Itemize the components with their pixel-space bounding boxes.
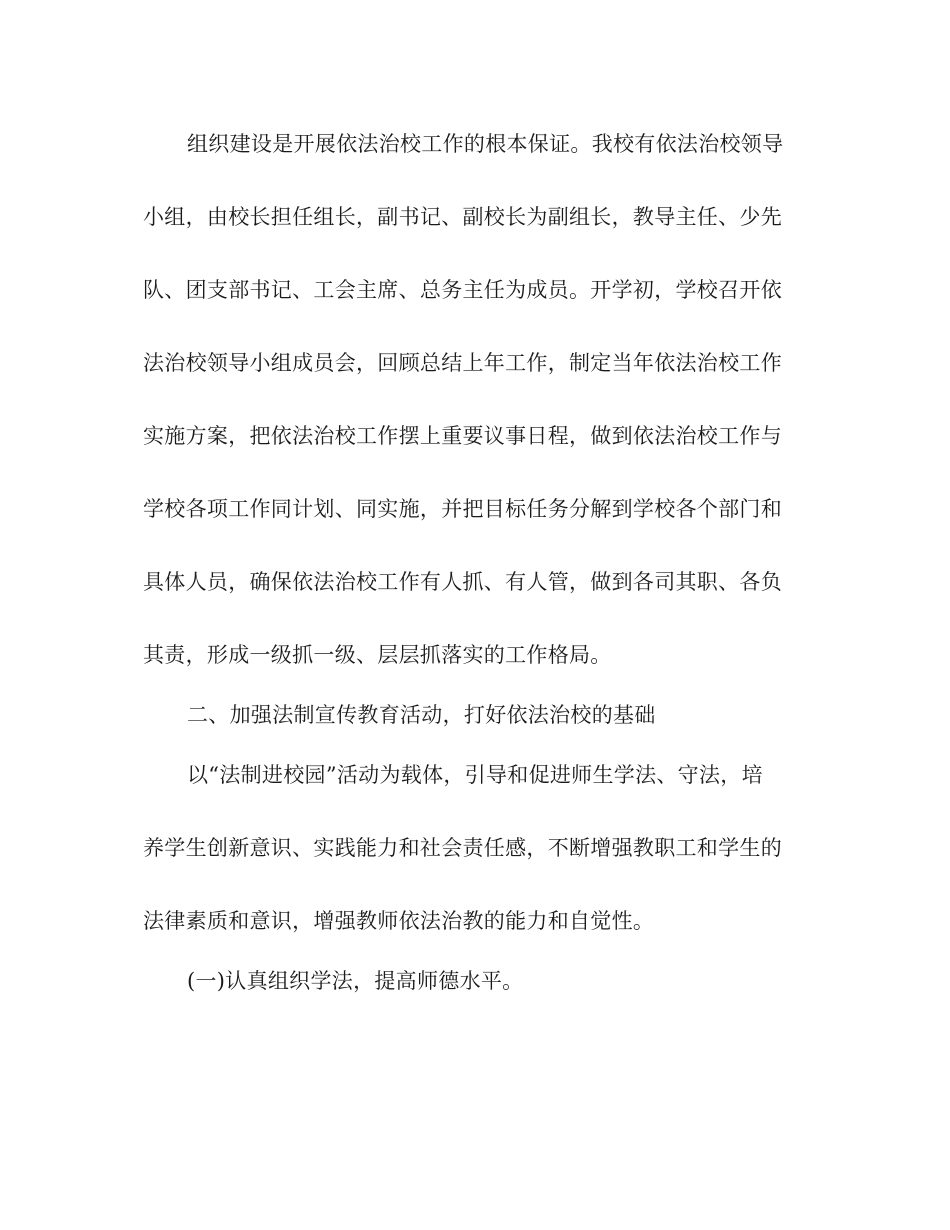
paragraph-line: 其责，形成一级抓一级、层层抓落实的工作格局。 [143, 643, 612, 667]
paragraph-line: 具体人员，确保依法治校工作有人抓、有人管，做到各司其职、各负 [143, 570, 782, 594]
paragraph-line: 实施方案，把依法治校工作摆上重要议事日程，做到依法治校工作与 [143, 424, 782, 448]
subsection-heading: (一)认真组织学法，提高师德水平。 [187, 969, 524, 993]
paragraph-line: 队、团支部书记、工会主席、总务主任为成员。开学初，学校召开依 [143, 278, 782, 302]
paragraph-line: 以“法制进校园”活动为载体，引导和促进师生学法、守法，培 [187, 763, 763, 787]
paragraph-line: 组织建设是开展依法治校工作的根本保证。我校有依法治校领导 [187, 132, 784, 156]
section-heading: 二、加强法制宣传教育活动，打好依法治校的基础 [187, 703, 656, 727]
paragraph-line: 学校各项工作同计划、同实施，并把目标任务分解到学校各个部门和 [143, 497, 782, 521]
paragraph-line: 小组，由校长担任组长，副书记、副校长为副组长，教导主任、少先 [143, 205, 782, 229]
paragraph-line: 养学生创新意识、实践能力和社会责任感，不断增强教职工和学生的 [143, 836, 782, 860]
paragraph-line: 法治校领导小组成员会，回顾总结上年工作，制定当年依法治校工作 [143, 351, 782, 375]
paragraph-line: 法律素质和意识，增强教师依法治教的能力和自觉性。 [143, 909, 655, 933]
